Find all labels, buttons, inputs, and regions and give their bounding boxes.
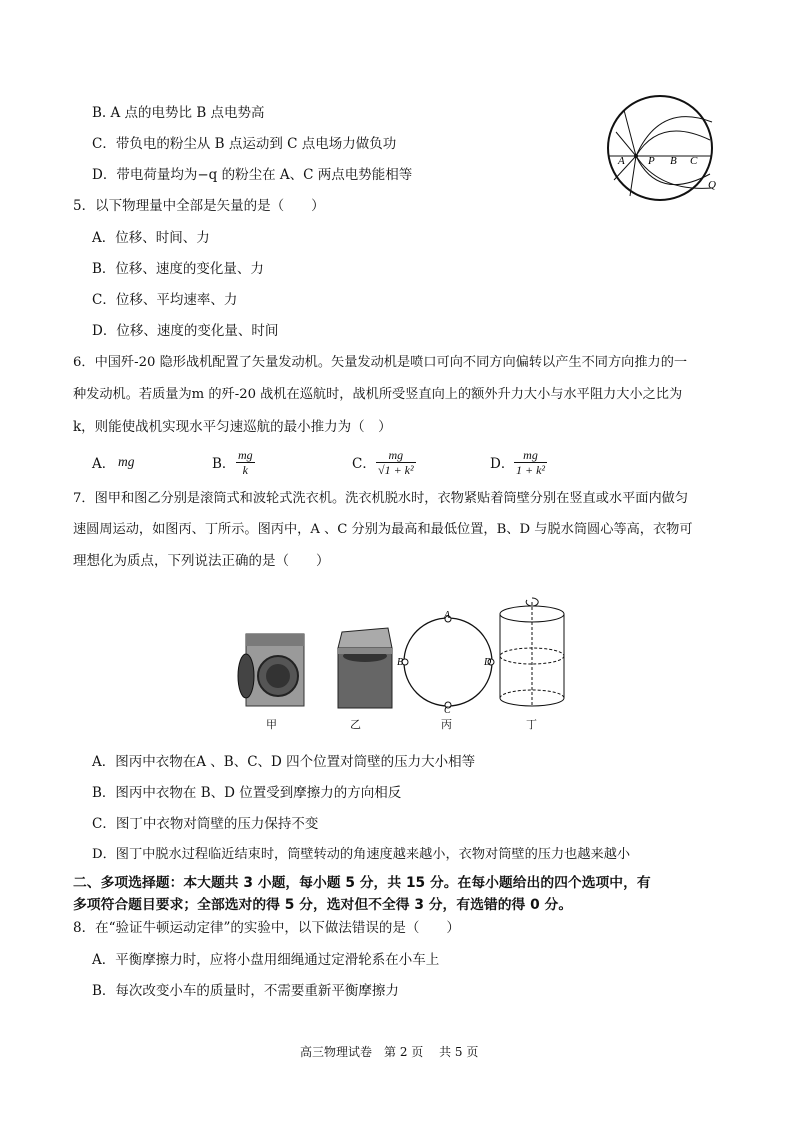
cylinder-diagram: [496, 594, 568, 714]
q7-stem-line2: 速圆周运动，如图丙、丁所示。图丙中，A 、C 分别为最高和最低位置，B、D 与脱水筒圆心等高，衣物可: [73, 522, 693, 537]
label-a: A: [618, 155, 625, 167]
label-q: Q: [708, 179, 716, 191]
q6-stem-line2: 种发动机。若质量为m 的歼-20 战机在巡航时，战机所受竖直向上的额外升力大小与水平阻力大小之比为: [73, 387, 683, 402]
drum-washer-image: [236, 632, 308, 710]
q8-stem: 8．在“验证牛顿运动定律”的实验中，以下做法错误的是（ ）: [73, 920, 460, 936]
q8-option-b: B．每次改变小车的质量时，不需要重新平衡摩擦力: [92, 983, 399, 999]
caption-ding: 丁: [526, 718, 537, 731]
q5-option-d: D．位移、速度的变化量、时间: [92, 323, 279, 339]
caption-yi: 乙: [350, 718, 361, 731]
top-loader-washer-image: [330, 626, 400, 710]
q5-option-b: B．位移、速度的变化量、力: [92, 261, 264, 277]
circle-label-b: B: [397, 657, 404, 668]
q4-option-d: D．带电荷量均为−q 的粉尘在 A、C 两点电势能相等: [92, 167, 413, 183]
q7-option-a: A．图丙中衣物在A 、B、C、D 四个位置对筒壁的压力大小相等: [92, 754, 476, 770]
q7-stem-line3: 理想化为质点，下列说法正确的是（ ）: [73, 553, 330, 569]
label-b: B: [670, 155, 677, 167]
label-p: P: [648, 155, 655, 167]
q6-option-d-label: D．: [490, 456, 515, 472]
q5-option-a: A．位移、时间、力: [92, 230, 210, 246]
q5-stem: 5．以下物理量中全部是矢量的是（ ）: [73, 198, 325, 214]
q7-option-c: C．图丁中衣物对筒壁的压力保持不变: [92, 816, 319, 832]
q4-option-c: C．带负电的粉尘从 B 点运动到 C 点电场力做负功: [92, 136, 397, 152]
circle-label-c: C: [444, 705, 451, 714]
q7-option-b: B．图丙中衣物在 B、D 位置受到摩擦力的方向相反: [92, 785, 402, 801]
q6-option-d-fraction: $\frac{mg}{\text{1 + k²}}$: [516, 448, 546, 477]
q6-option-b-label: B．: [212, 456, 236, 472]
q6-stem-line1: 6．中国歼-20 隐形战机配置了矢量发动机。矢量发动机是喷口可向不同方向偏转以产生不同方向推力的一: [73, 355, 688, 370]
q7-option-d: D．图丁中脱水过程临近结束时，筒壁转动的角速度越来越小，衣物对筒壁的压力也越来越小: [92, 847, 631, 862]
q4-option-b: B. A 点的电势比 B 点电势高: [92, 105, 265, 121]
q5-option-c: C．位移、平均速率、力: [92, 292, 238, 308]
caption-jia: 甲: [266, 718, 277, 731]
section2-heading-line2: 多项符合题目要求；全部选对的得 5 分，选对但不全得 3 分，有选错的得 0 分。: [73, 897, 573, 913]
q6-option-c-fraction: $\frac{mg}{\text{√1 + k²}}$: [378, 448, 414, 477]
q6-option-b-fraction: $\frac{mg}{k}$: [238, 448, 253, 477]
circular-motion-diagram: [396, 610, 500, 714]
q8-option-a: A．平衡摩擦力时，应将小盘用细绳通过定滑轮系在小车上: [92, 952, 440, 968]
q6-option-a-label: A．: [92, 456, 116, 472]
label-c: C: [690, 155, 698, 167]
q6-option-c-label: C．: [352, 456, 376, 472]
q6-stem-line3: k，则能使战机实现水平匀速巡航的最小推力为（ ）: [73, 419, 392, 435]
q7-stem-line1: 7．图甲和图乙分别是滚筒式和波轮式洗衣机。洗衣机脱水时，衣物紧贴着筒壁分别在竖直或水平面内做匀: [73, 491, 689, 506]
caption-bing: 丙: [441, 718, 452, 731]
circle-label-a: A: [444, 610, 451, 621]
circle-label-d: D: [484, 657, 492, 668]
page-footer: 高三物理试卷 第 2 页 共 5 页: [300, 1045, 479, 1059]
section2-heading-line1: 二、多项选择题：本大题共 3 小题，每小题 5 分，共 15 分。在每小题给出的四个选项中，有: [73, 875, 651, 891]
q6-option-a-value: mg: [118, 454, 135, 469]
electric-field-figure: [600, 92, 730, 202]
